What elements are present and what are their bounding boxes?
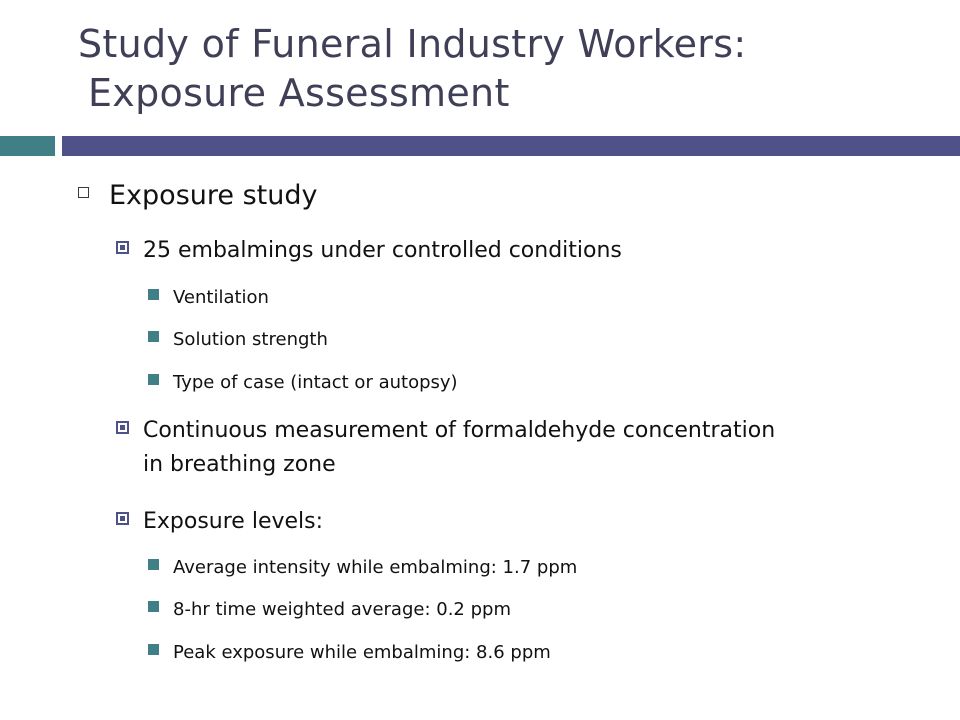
bullet-exposure-levels [116, 505, 916, 539]
square-bullet-icon [116, 512, 129, 525]
bullet-text: Exposure levels: [143, 509, 324, 534]
filled-square-bullet-icon [148, 559, 159, 570]
title-line-1: Study of Funeral Industry Workers: [78, 22, 747, 66]
filled-square-bullet-icon [148, 374, 159, 385]
bullet-text: Peak exposure while embalming: 8.6 ppm [173, 642, 551, 663]
square-bullet-icon [116, 421, 129, 434]
bullet-text: Solution strength [173, 329, 328, 350]
bullet-embalmings [116, 234, 916, 268]
square-bullet-icon [116, 241, 129, 254]
bullet-peak-exposure [148, 639, 551, 666]
bullet-solution-strength [148, 326, 328, 353]
bullet-text: 25 embalmings under controlled conditions [143, 238, 622, 263]
title-line-2: Exposure Assessment [88, 70, 510, 115]
filled-square-bullet-icon [148, 289, 159, 300]
bullet-average-intensity [148, 554, 577, 581]
bullet-time-weighted-average [148, 596, 511, 623]
bullet-text: Exposure study [109, 180, 318, 211]
filled-square-bullet-icon [148, 601, 159, 612]
bullet-text: Average intensity while embalming: 1.7 ppm [173, 557, 578, 578]
filled-square-bullet-icon [148, 644, 159, 655]
bullet-ventilation [148, 284, 269, 311]
bullet-type-of-case [148, 369, 458, 396]
bullet-exposure-study [78, 176, 317, 217]
hollow-square-bullet-icon [78, 187, 89, 198]
bullet-text: Ventilation [173, 287, 269, 308]
bullet-text [143, 414, 775, 482]
bullet-text: 8-hr time weighted average: 0.2 ppm [173, 599, 511, 620]
bullet-text: Type of case (intact or autopsy) [173, 372, 458, 393]
bullet-text-line-1: Continuous measurement of formaldehyde concentration [143, 418, 776, 443]
filled-square-bullet-icon [148, 331, 159, 342]
bullet-continuous-measurement [116, 414, 916, 482]
bullet-text-line-2: in breathing zone [143, 452, 336, 478]
